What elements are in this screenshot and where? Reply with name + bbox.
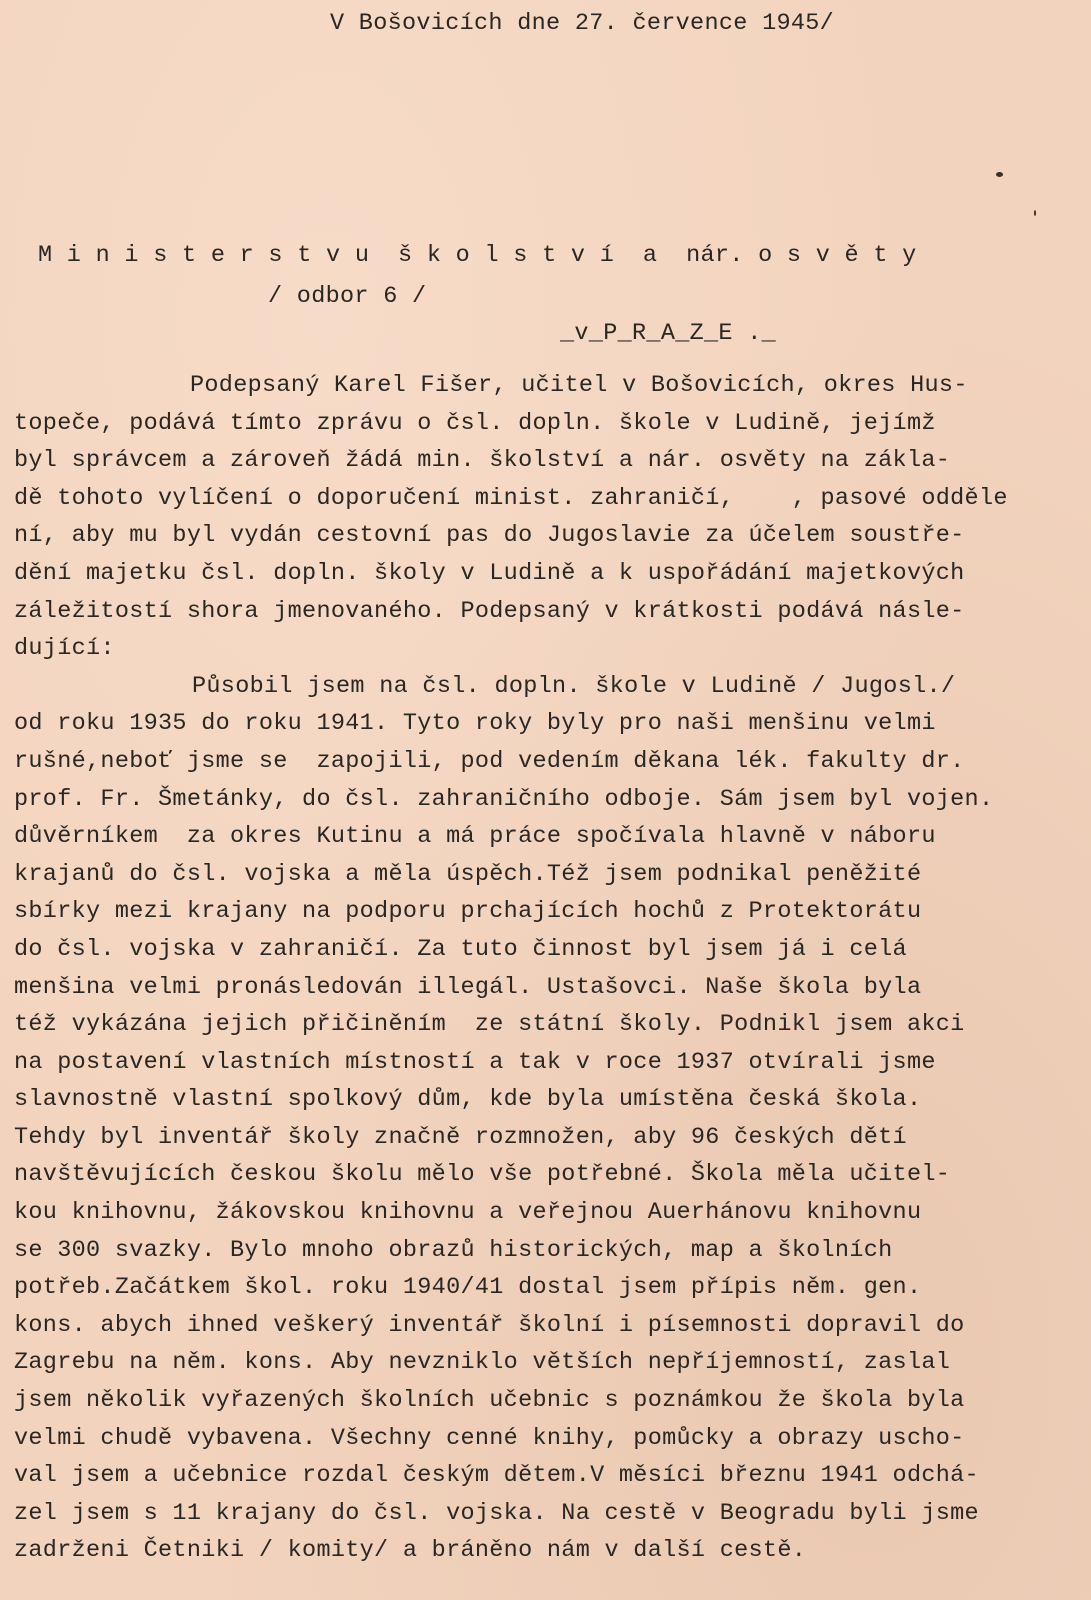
body-line: kou knihovnu, žákovskou knihovnu a veřejnou Auerhánovu knihovnu	[14, 1199, 922, 1227]
recipient-department: / odbor 6 /	[268, 283, 427, 310]
body-line: menšina velmi pronásledován illegál. Ustašovci. Naše škola byla	[14, 973, 922, 1001]
body-line: záležitostí shora jmenovaného. Podepsaný v krátkosti podává násle-	[14, 597, 965, 625]
body-line: rušné,neboť jsme se zapojili, pod vedením děkana lék. fakulty dr.	[14, 747, 965, 775]
body-line: dující:	[14, 635, 115, 663]
body-line: velmi chudě vybavena. Všechny cenné knihy, pomůcky a obrazy uscho-	[14, 1424, 965, 1452]
letter-body	[14, 372, 1084, 1575]
body-line: kons. abych ihned veškerý inventář školní i písemnosti dopravil do	[14, 1311, 965, 1339]
body-line: Působil jsem na čsl. dopln. škole v Ludině / Jugosl./	[192, 672, 956, 700]
body-line: val jsem a učebnice rozdal českým dětem.V měsíci březnu 1941 odchá-	[14, 1462, 979, 1490]
body-line: ní, aby mu byl vydán cestovní pas do Jugoslavie za účelem soustře-	[14, 522, 965, 550]
body-line: jsem několik vyřazených školních učebnic s poznámkou že škola byla	[14, 1387, 965, 1415]
body-line: slavnostně vlastní spolkový dům, kde byla umístěna česká škola.	[14, 1086, 922, 1114]
body-line: do čsl. vojska v zahraničí. Za tuto činnost byl jsem já i celá	[14, 935, 907, 963]
body-line: zel jsem s 11 krajany do čsl. vojska. Na cestě v Beogradu byli jsme	[14, 1499, 979, 1527]
body-line: sbírky mezi krajany na podporu prchajících hochů z Protektorátu	[14, 898, 922, 926]
body-line: dění majetku čsl. dopln. školy v Ludině a k uspořádání majetkových	[14, 559, 965, 587]
body-line: důvěrníkem za okres Kutinu a má práce spočívala hlavně v náboru	[14, 823, 936, 851]
body-line: od roku 1935 do roku 1941. Tyto roky byly pro naši menšinu velmi	[14, 710, 936, 738]
body-line: Podepsaný Karel Fišer, učitel v Bošovicích, okres Hus-	[190, 372, 968, 399]
body-line: potřeb.Začátkem škol. roku 1940/41 dostal jsem přípis něm. gen.	[14, 1274, 922, 1302]
recipient-city: _v_P_R_A_Z_E ._	[560, 320, 777, 347]
body-line: krajanů do čsl. vojska a měla úspěch.Též jsem podnikal peněžité	[14, 860, 922, 888]
body-line: se 300 svazky. Bylo mnoho obrazů historických, map a školních	[14, 1236, 893, 1264]
body-line: též vykázána jejich přičiněním ze státní školy. Podnikl jsem akci	[14, 1011, 965, 1039]
body-line: na postavení vlastních místností a tak v roce 1937 otvírali jsme	[14, 1048, 936, 1076]
body-line: Tehdy byl inventář školy značně rozmnožen, aby 96 českých dětí	[14, 1123, 907, 1151]
body-line: byl správcem a zároveň žádá min. školství a nár. osvěty na zákla-	[14, 447, 951, 475]
body-line: zadrženi Četniki / komity/ a bráněno nám v další cestě.	[14, 1537, 807, 1565]
body-line: topeče, podává tímto zprávu o čsl. dopln. škole v Ludině, jejímž	[14, 409, 936, 437]
paper-speck	[1034, 210, 1036, 216]
recipient-ministry: M i n i s t e r s t v u š k o l s t v í a nár. o s v ě t y	[38, 242, 917, 269]
body-line: navštěvujících českou školu mělo vše potřebné. Škola měla učitel-	[14, 1161, 951, 1189]
body-line: Zagrebu na něm. kons. Aby nevzniklo větších nepříjemností, zaslal	[14, 1349, 951, 1377]
body-line: dě tohoto vylíčení o doporučení minist. zahraničí, , pasové odděle	[14, 484, 1008, 512]
date-line: V Bošovicích dne 27. července 1945/	[330, 10, 835, 37]
paper-speck	[996, 172, 1003, 177]
body-line: prof. Fr. Šmetánky, do čsl. zahraničního odboje. Sám jsem byl vojen.	[14, 785, 994, 813]
